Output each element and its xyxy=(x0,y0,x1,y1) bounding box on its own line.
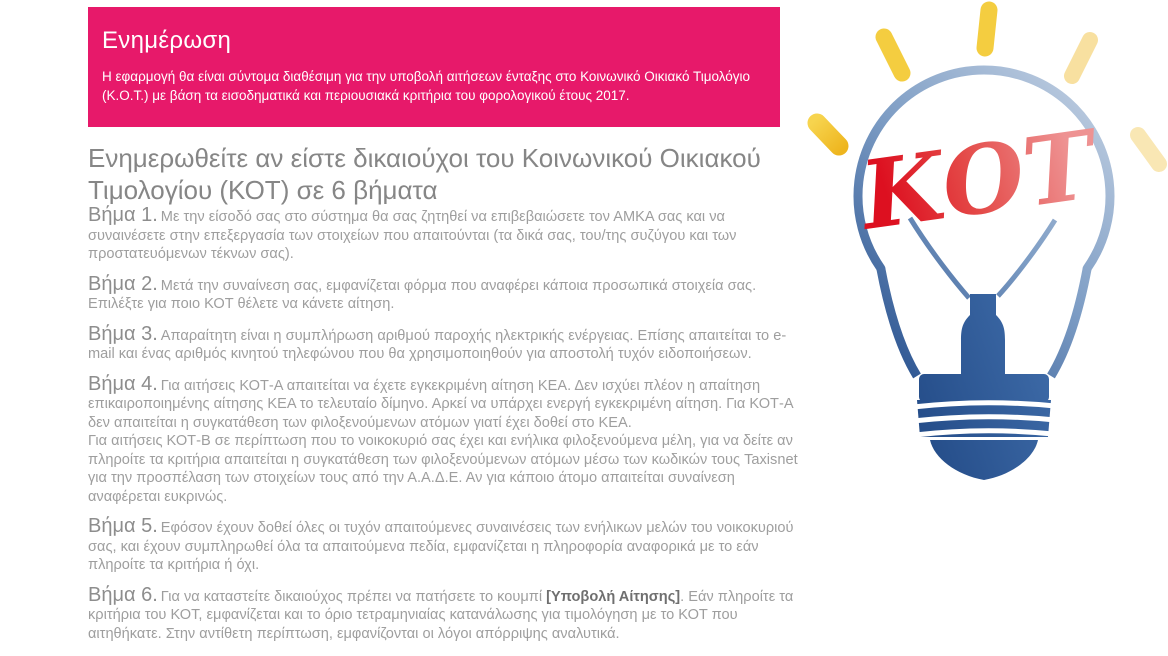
step-5 xyxy=(88,517,800,575)
ray-right-icon xyxy=(1138,135,1159,164)
step-6 xyxy=(88,583,800,644)
step-1-label: Βήμα 1. xyxy=(88,204,158,226)
step-3 xyxy=(88,322,800,364)
ray-left-icon xyxy=(817,123,839,146)
step-1-text: Με την είσοδό σας στο σύστημα θα σας ζητηθεί να επιβεβαιώσετε τον ΑΜΚΑ σας και να συναινέσετε στην επεξεργασία των στοιχείων που απαιτούνται (τα δικά σας, του/της συζύγου και των προστατευόμενων τέκνων σας). xyxy=(88,209,737,262)
step-6-text: Για να καταστείτε δικαιούχος πρέπει να πατήσετε το κουμπί xyxy=(160,588,547,605)
step-2-label: Βήμα 2. xyxy=(88,272,158,295)
kot-logo-text: ΚΟΤ xyxy=(854,110,1102,252)
kot-bulb-illustration xyxy=(803,0,1168,500)
steps-list xyxy=(88,206,800,654)
bulb-base-cap xyxy=(919,374,1049,402)
step-4-label: Βήμα 4. xyxy=(88,372,158,395)
ray-upper-left-icon xyxy=(884,37,902,73)
light-bulb-icon xyxy=(803,0,1168,500)
page-title: Ενημερωθείτε αν είστε δικαιούχοι του Κοινωνικού Οικιακού Τιμολογίου (ΚΟΤ) σε 6 βήματα xyxy=(88,143,761,205)
step-1 xyxy=(88,206,800,264)
ray-top-icon xyxy=(985,10,989,48)
notice-body: Η εφαρμογή θα είναι σύντομα διαθέσιμη για την υποβολή αιτήσεων ένταξης στο Κοινωνικό Οικιακό Τιμολόγιο (Κ.Ο.Τ.) με βάση τα εισοδηματικά και περιουσιακά κριτήρια του φορολογικού έτους 2017. xyxy=(102,69,751,103)
bulb-base-tip xyxy=(930,440,1038,480)
step-6-label: Βήμα 6. xyxy=(88,583,158,606)
ray-upper-right-icon xyxy=(1072,40,1090,76)
submit-application-bold-label: [Υποβολή Αίτησης] xyxy=(546,588,681,605)
step-4-text2: Για αιτήσεις ΚΟΤ-Β σε περίπτωση που το νοικοκυριό σας έχει και ενήλικα φιλοξενούμενα μέλη, για να δείτε αν πληροίτε τα κριτήρια απαιτείται η συγκατάθεση των φιλοξενούμενων ατόμων μέσω των κωδικών τους Taxisnet για την προσπέλαση των στοιχείων τους από την Α.Α.Δ.Ε. Αν για κάποιο άτομο απαιτείται συναίνεση αναφέρεται ευκρινώς. xyxy=(88,433,798,505)
step-5-text: Εφόσον έχουν δοθεί όλες οι τυχόν απαιτούμενες συναινέσεις των ενήλικων μελών του νοικοκυριού σας, και έχουν συμπληρωθεί όλα τα απαιτούμενα πεδία, εμφανίζεται η πληροφορία αναφορικά με το εάν πληροίτε τα κριτήρια ή όχι. xyxy=(88,520,794,573)
step-4-text: Για αιτήσεις ΚΟΤ-Α απαιτείται να έχετε εγκεκριμένη αίτηση ΚΕΑ. Δεν ισχύει πλέον η απαίτηση επικαιροποιημένης αίτησης ΚΕΑ το τελευταίο δίμηνο. Αρκεί να υπάρχει ενεργή εγκεκριμένη αίτηση. Για ΚΟΤ-Α δεν απαιτείται η συγκατάθεση των φιλοξενούμενων ατόμων γιατί έχει δοθεί στο ΚΕΑ. xyxy=(88,377,793,431)
step-2 xyxy=(88,272,800,314)
step-3-text: Απαραίτητη είναι η συμπλήρωση αριθμού παροχής ηλεκτρικής ενέργειας. Επίσης απαιτείται το e-mail και ένας αριθμός κινητού τηλεφώνου που θα χρησιμοποιηθούν για αποστολή τυχόν ειδοποιήσεων. xyxy=(88,327,787,362)
notice-title: Ενημέρωση xyxy=(102,27,232,54)
filament-stem xyxy=(961,294,1005,377)
bulb-neck-left xyxy=(881,268,917,376)
notice-banner xyxy=(88,7,780,127)
step-4 xyxy=(88,372,800,507)
step-5-label: Βήμα 5. xyxy=(88,515,158,537)
step-6-text2: . Εάν πληροίτε τα κριτήρια του ΚΟΤ, εμφανίζεται και το όριο τετραμηνιαίας κατανάλωσης για τιμολόγηση με το ΚΟΤ που αιτηθήκατε. Στην αντίθετη περίπτωση, εμφανίζονται οι λόγοι απόρριψης αναλυτικά. xyxy=(88,588,794,642)
step-2-text: Μετά την συναίνεση σας, εμφανίζεται φόρμα που αναφέρει κάποια προσωπικά στοιχεία σας. Επιλέξτε για ποιο ΚΟΤ θέλετε να κάνετε αίτηση. xyxy=(88,277,757,312)
bulb-neck-right xyxy=(1051,268,1087,376)
step-3-label: Βήμα 3. xyxy=(88,322,158,345)
